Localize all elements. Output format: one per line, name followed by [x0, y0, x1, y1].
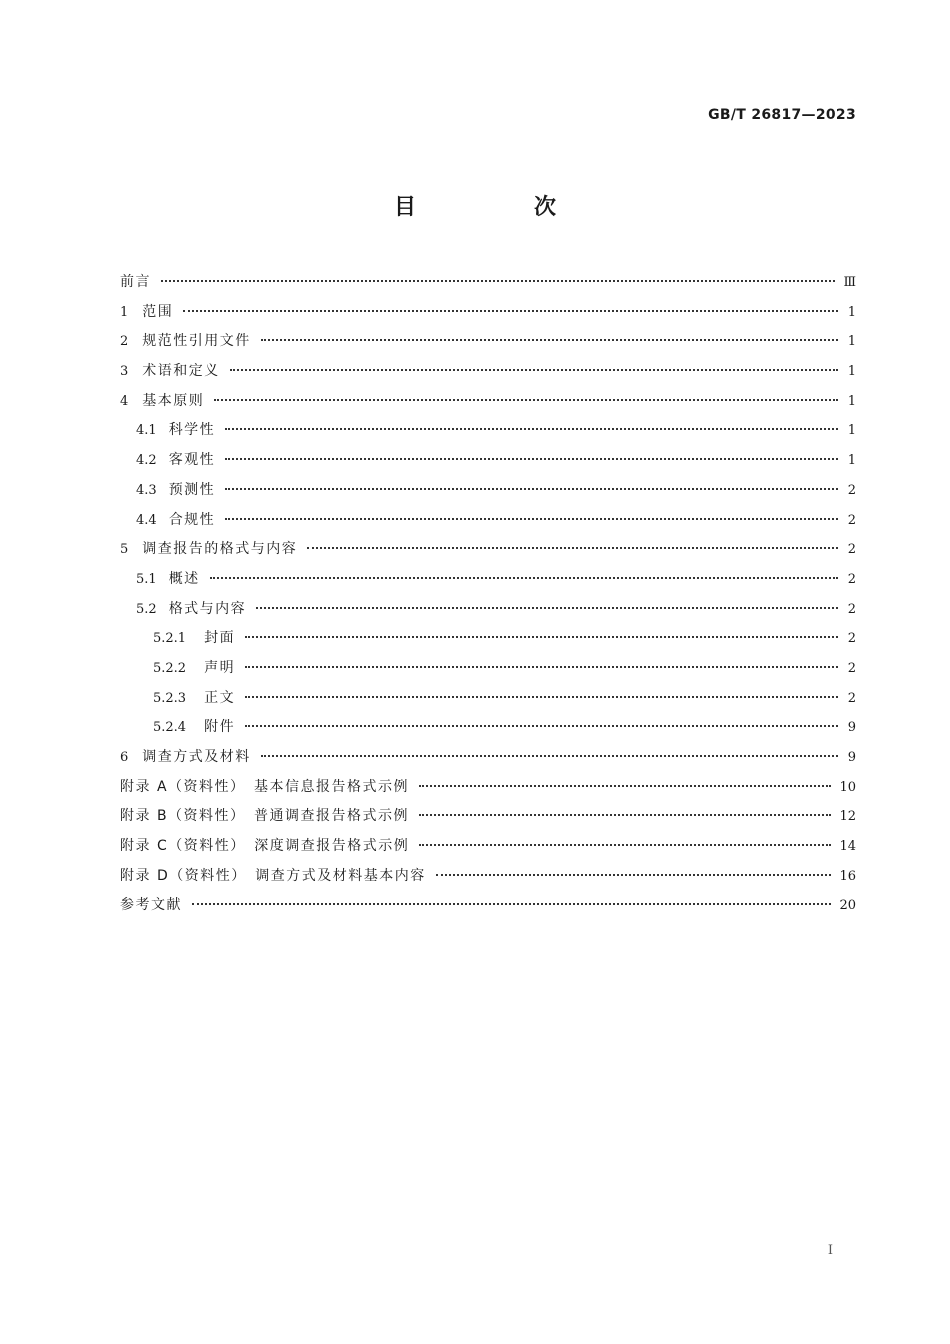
- toc-entry-number: 5.2.1: [153, 631, 187, 647]
- toc-leader-dots: [245, 725, 838, 727]
- page-title: 目 次: [393, 195, 604, 220]
- toc-leader-dots: [214, 399, 838, 401]
- toc-entry-title: 调查报告的格式与内容: [142, 541, 298, 558]
- toc-entry-number: 4: [120, 393, 129, 409]
- toc-entry-page: 12: [839, 809, 856, 825]
- toc-entry[interactable]: [120, 327, 856, 357]
- toc-entry-number: 5: [120, 542, 129, 558]
- toc-entry-page: 10: [839, 779, 856, 795]
- toc-entry-page: 1: [847, 453, 856, 469]
- toc-leader-dots: [183, 310, 838, 312]
- toc-entry[interactable]: [120, 684, 856, 714]
- toc-leader-dots: [225, 518, 838, 520]
- toc-entry[interactable]: [120, 773, 856, 803]
- toc-entry-page: 14: [839, 839, 856, 855]
- toc-entry[interactable]: [120, 713, 856, 743]
- toc-leader-dots: [245, 696, 838, 698]
- toc-entry-title: 客观性: [168, 452, 216, 469]
- toc-entry-title: 附录 B（资料性） 普通调查报告格式示例: [120, 808, 410, 825]
- toc-entry-page: 2: [847, 542, 856, 558]
- toc-leader-dots: [210, 577, 838, 579]
- toc-entry-title: 调查方式及材料: [142, 749, 251, 765]
- toc-entry-page: 1: [847, 334, 856, 350]
- toc-entry-number: 5.2.4: [153, 720, 187, 736]
- toc-leader-dots: [419, 785, 831, 787]
- toc-entry-page: 2: [847, 571, 856, 587]
- toc-entry[interactable]: [120, 624, 856, 654]
- toc-entry-number: 2: [120, 334, 129, 350]
- toc-entry-page: 2: [847, 690, 856, 706]
- toc-entry-title: 附录 D（资料性） 调查方式及材料基本内容: [120, 867, 426, 884]
- toc-leader-dots: [419, 844, 831, 846]
- toc-entry[interactable]: [120, 535, 856, 565]
- toc-leader-dots: [161, 280, 835, 282]
- toc-leader-dots: [230, 369, 838, 371]
- toc-entry-title: 基本原则: [142, 392, 205, 409]
- toc-leader-dots: [261, 755, 838, 757]
- table-of-contents: [120, 268, 856, 921]
- toc-entry-number: 4.3: [136, 482, 157, 498]
- toc-entry-number: 5.1: [136, 571, 157, 587]
- toc-entry[interactable]: [120, 416, 856, 446]
- toc-entry-title: 附录 A（资料性） 基本信息报告格式示例: [120, 778, 410, 795]
- toc-leader-dots: [225, 488, 838, 490]
- toc-entry[interactable]: [120, 565, 856, 595]
- toc-entry-page: 1: [847, 423, 856, 439]
- toc-entry[interactable]: [120, 743, 856, 773]
- toc-entry-page: 2: [847, 601, 856, 617]
- toc-leader-dots: [192, 903, 831, 905]
- toc-entry[interactable]: [120, 298, 856, 328]
- standard-code: GB/T 26817—2023: [708, 107, 856, 123]
- toc-entry-number: 1: [120, 304, 129, 320]
- toc-entry[interactable]: [120, 387, 856, 417]
- toc-entry-title: 规范性引用文件: [142, 333, 251, 350]
- toc-entry-page: 20: [839, 898, 856, 914]
- toc-entry-title: 格式与内容: [168, 600, 247, 617]
- toc-entry-title: 封面: [204, 630, 236, 647]
- toc-entry-page: 2: [847, 660, 856, 676]
- toc-entry[interactable]: [120, 357, 856, 387]
- toc-entry-title: 科学性: [168, 422, 216, 439]
- toc-entry[interactable]: [120, 446, 856, 476]
- toc-entry-page: 9: [847, 750, 856, 765]
- toc-entry[interactable]: [120, 832, 856, 862]
- toc-leader-dots: [261, 339, 838, 341]
- toc-entry-title: 概述: [168, 570, 200, 587]
- toc-entry-page: 9: [847, 720, 856, 736]
- toc-entry-number: 3: [120, 364, 129, 380]
- toc-leader-dots: [225, 458, 838, 460]
- page-number: Ⅰ: [827, 1243, 833, 1258]
- toc-entry-page: 2: [847, 512, 856, 528]
- toc-entry[interactable]: [120, 595, 856, 625]
- toc-leader-dots: [436, 874, 832, 876]
- toc-entry-number: 6: [120, 750, 129, 765]
- toc-entry-page: 1: [847, 393, 856, 409]
- toc-entry-number: 4.2: [136, 453, 157, 469]
- toc-entry-title: 参考文献: [120, 897, 182, 914]
- toc-leader-dots: [256, 607, 838, 609]
- toc-entry-title: 声明: [204, 659, 236, 676]
- toc-entry-number: 5.2.3: [153, 690, 187, 706]
- toc-entry-page: 2: [847, 482, 856, 498]
- toc-leader-dots: [245, 666, 838, 668]
- toc-leader-dots: [307, 547, 838, 549]
- toc-entry-number: 5.2.2: [153, 660, 187, 676]
- toc-entry-page: 16: [839, 868, 856, 884]
- toc-leader-dots: [225, 428, 838, 430]
- toc-entry-page: 1: [847, 364, 856, 380]
- toc-entry-page: 1: [847, 304, 856, 320]
- toc-entry[interactable]: [120, 268, 856, 298]
- toc-entry-title: 范围: [142, 303, 174, 320]
- toc-leader-dots: [245, 636, 838, 638]
- toc-entry-number: 4.1: [136, 423, 157, 439]
- toc-entry-title: 附件: [204, 719, 236, 736]
- toc-entry[interactable]: [120, 476, 856, 506]
- toc-entry[interactable]: [120, 891, 856, 921]
- toc-entry-page: 2: [847, 631, 856, 647]
- toc-leader-dots: [419, 814, 831, 816]
- toc-entry[interactable]: [120, 862, 856, 892]
- toc-entry[interactable]: [120, 506, 856, 536]
- toc-entry-title: 正文: [204, 689, 236, 706]
- toc-entry-title: 预测性: [168, 481, 216, 498]
- toc-entry-title: 合规性: [168, 511, 216, 528]
- toc-entry-title: 术语和定义: [142, 363, 220, 380]
- toc-entry-number: 5.2: [136, 601, 157, 617]
- toc-entry[interactable]: [120, 654, 856, 684]
- toc-entry-title: 前言: [120, 274, 151, 290]
- toc-entry-number: 4.4: [136, 512, 157, 528]
- toc-entry-title: 附录 C（资料性） 深度调查报告格式示例: [120, 838, 410, 855]
- toc-entry[interactable]: [120, 802, 856, 832]
- toc-entry-page: Ⅲ: [843, 275, 856, 290]
